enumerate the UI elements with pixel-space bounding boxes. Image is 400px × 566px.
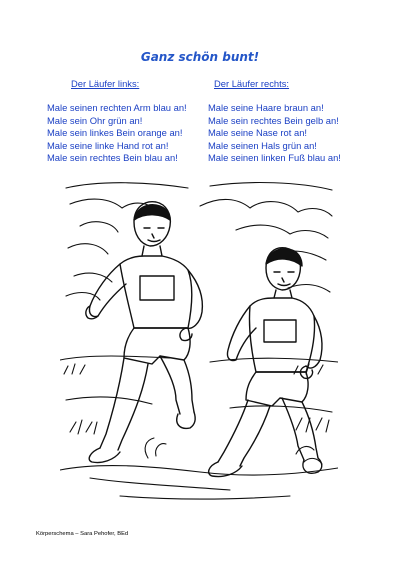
race-bib — [140, 276, 174, 300]
instruction-line: Male seinen rechten Arm blau an! — [47, 102, 187, 114]
runners-coloring-illustration — [60, 178, 338, 508]
instruction-line: Male seinen linken Fuß blau an! — [208, 152, 341, 164]
footer-credit: Körperschema – Sara Pehofer, BEd — [36, 531, 129, 537]
ground-and-splashes — [60, 356, 338, 499]
race-bib — [264, 320, 296, 342]
page-title: Ganz schön bunt! — [140, 50, 260, 64]
left-runner-heading: Der Läufer links: — [71, 78, 140, 89]
background-scenery — [66, 183, 332, 300]
instruction-line: Male seine Nase rot an! — [208, 127, 308, 139]
instruction-line: Male seine Haare braun an! — [208, 102, 324, 114]
instruction-line: Male seinen Hals grün an! — [208, 139, 317, 151]
right-runner — [209, 248, 322, 477]
instruction-line: Male sein Ohr grün an! — [47, 114, 143, 126]
right-runner-heading: Der Läufer rechts: — [214, 78, 290, 89]
instruction-line: Male sein linkes Bein orange an! — [47, 127, 183, 139]
left-runner-instructions — [47, 78, 187, 164]
left-runner — [86, 202, 203, 463]
right-runner-instructions — [208, 78, 341, 164]
instruction-line: Male sein rechtes Bein gelb an! — [208, 114, 339, 126]
instruction-line: Male sein rechtes Bein blau an! — [47, 152, 178, 164]
instruction-line: Male seine linke Hand rot an! — [47, 139, 169, 151]
